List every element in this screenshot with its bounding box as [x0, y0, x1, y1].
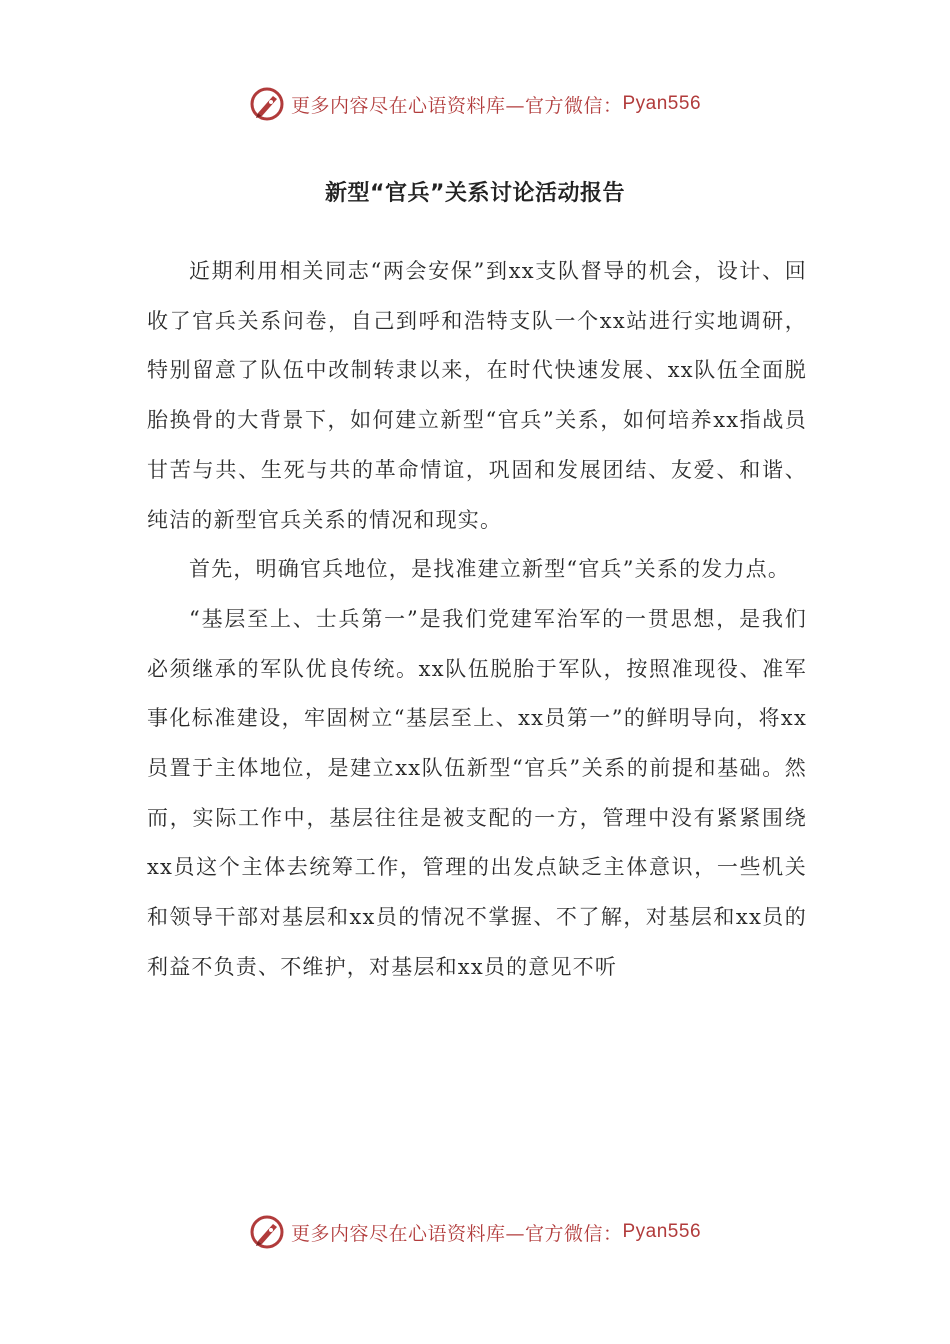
- document-body: [147, 247, 807, 993]
- watermark-banner-top: [0, 84, 950, 124]
- wechat-id: Pyan556: [622, 1221, 702, 1242]
- pen-circle-icon: [249, 86, 285, 122]
- watermark-banner-bottom: [0, 1212, 950, 1252]
- pen-circle-icon: [249, 1214, 285, 1250]
- watermark-text: 更多内容尽在心语资料库—官方微信：: [290, 94, 623, 117]
- paragraph: 首先，明确官兵地位，是找准建立新型“官兵”关系的发力点。: [189, 557, 791, 582]
- paragraph: “基层至上、士兵第一”是我们党建军治军的一贯思想，是我们必须继承的军队优良传统。xx队伍脱胎于军队，按照准现役、准军事化标准建设，牢固树立“基层至上、xx员第一”的鲜明导向，将xx员置于主体地位，是建立xx队伍新型“官兵”关系的前提和基础。然而，实际工作中，基层往往是被支配的一方，管理中没有紧紧围绕xx员这个主体去统筹工作，管理的出发点缺乏主体意识，一些机关和领导干部对基层和xx员的情况不掌握、不了解，对基层和xx员的利益不负责、不维护，对基层和xx员的意见不听: [147, 606, 807, 979]
- paragraph: 近期利用相关同志“两会安保”到xx支队督导的机会，设计、回收了官兵关系问卷，自己到呼和浩特支队一个xx站进行实地调研，特别留意了队伍中改制转隶以来，在时代快速发展、xx队伍全面脱胎换骨的大背景下，如何建立新型“官兵”关系，如何培养xx指战员甘苦与共、生死与共的革命情谊，巩固和发展团结、友爱、和谐、纯洁的新型官兵关系的情况和现实。: [147, 259, 807, 532]
- watermark-text: 更多内容尽在心语资料库—官方微信：: [290, 1222, 623, 1245]
- document-title: 新型“官兵”关系讨论活动报告: [325, 181, 625, 206]
- wechat-id: Pyan556: [622, 93, 702, 114]
